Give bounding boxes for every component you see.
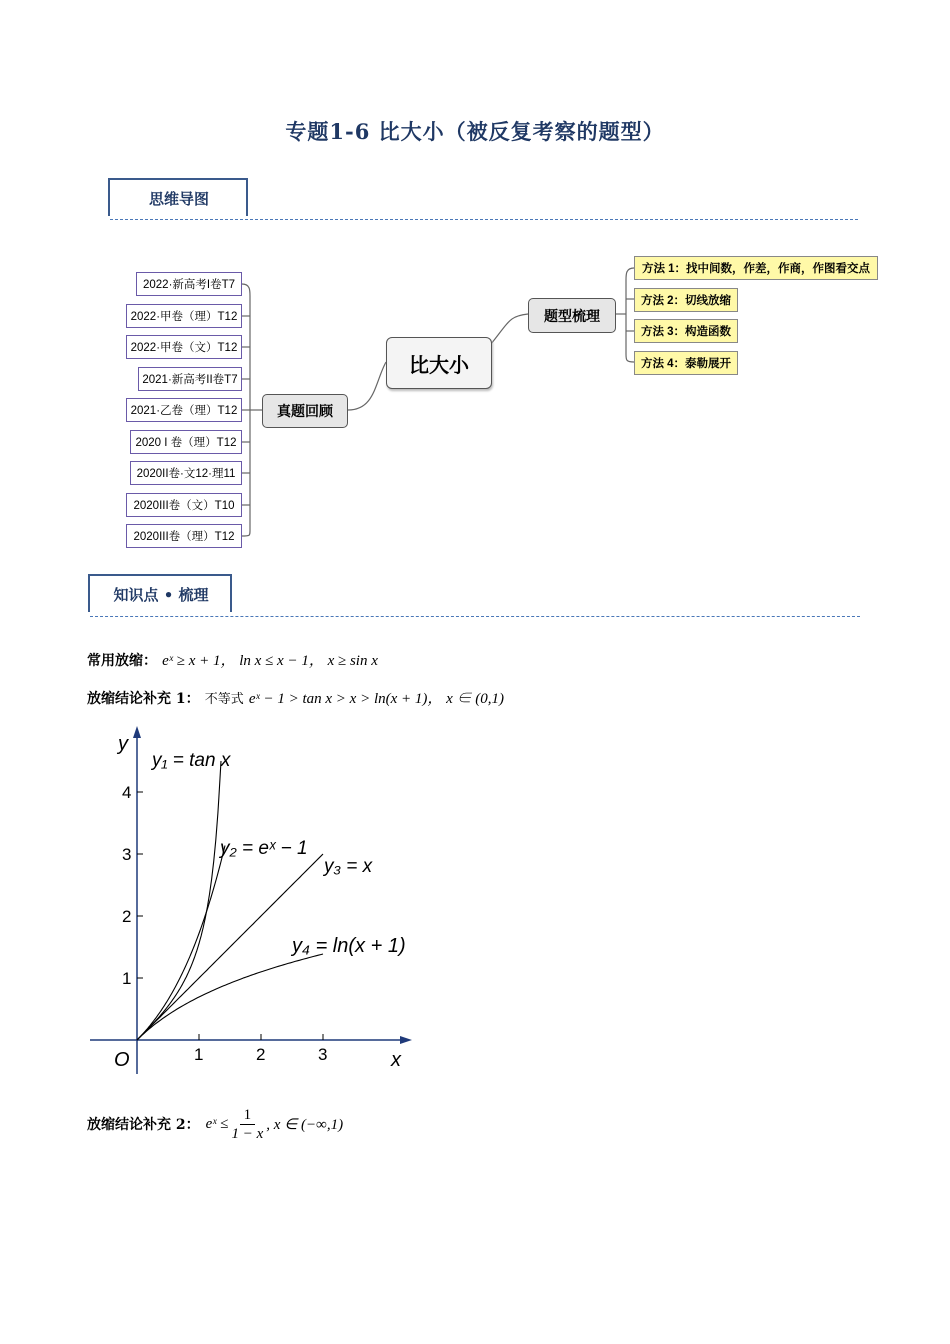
y-axis-label: y (118, 733, 128, 755)
mindmap-branch-left (262, 394, 348, 428)
knowledge-line-1 (87, 649, 378, 670)
x-axis-arrow (400, 1036, 412, 1044)
fraction-numerator: 1 (240, 1106, 256, 1125)
mindmap-left-item: 2021·新高考II卷T7 (138, 367, 242, 391)
mindmap-right-item: 方法 4：泰勒展开 (634, 351, 738, 375)
section-divider (90, 616, 860, 617)
section-header-knowledge-label: 知识点 • 梳理 (113, 585, 209, 604)
origin-label: O (114, 1049, 130, 1071)
fraction (232, 1106, 264, 1143)
y-tick-label: 1 (122, 969, 132, 988)
knowledge-line-2 (87, 687, 504, 708)
y-tick-label: 3 (122, 845, 132, 864)
mindmap-branch-right-label: 题型梳理 (544, 307, 600, 324)
curve-label-linear: y₃ = x (324, 856, 373, 877)
knowledge-line-2-formula: eˣ − 1 > tan x > x > ln(x + 1)， x ∈ (0,1) (248, 691, 505, 707)
mindmap-branch-right (528, 298, 616, 333)
mindmap-right-item: 方法 1：找中间数，作差，作商，作图看交点 (634, 256, 878, 280)
knowledge-line-3-left: eˣ ≤ (205, 1115, 229, 1132)
section-divider (110, 219, 858, 220)
inequality-graph (80, 722, 440, 1082)
section-header-mindmap-label: 思维导图 (148, 189, 209, 208)
mindmap-right-item: 方法 3：构造函数 (634, 319, 738, 343)
y-axis-arrow (133, 726, 141, 738)
curve-label-ln: y₄ = ln(x + 1) (292, 935, 406, 957)
mindmap-center-label: 比大小 (409, 354, 469, 377)
mindmap-left-item: 2020III卷（理）T12 (126, 524, 242, 548)
x-tick-label: 2 (256, 1045, 266, 1064)
x-tick-label: 3 (318, 1045, 328, 1064)
mindmap-center-node (386, 337, 492, 389)
mindmap-left-item: 2020 I 卷（理）T12 (130, 430, 242, 454)
x-axis-label: x (391, 1049, 401, 1071)
tab-edge (230, 574, 232, 612)
mindmap-left-item: 2022·甲卷（文）T12 (126, 335, 242, 359)
knowledge-line-2-prefix: 不等式 (204, 692, 244, 707)
section-header-mindmap (108, 178, 248, 216)
tab-edge (246, 178, 248, 216)
section-header-knowledge (88, 574, 232, 612)
fraction-denominator: 1 − x (231, 1125, 264, 1142)
mindmap-branch-left-label: 真题回顾 (277, 403, 333, 419)
curve-label-tan: y₁ = tan x (152, 750, 231, 771)
mindmap-right-item: 方法 2：切线放缩 (634, 288, 738, 312)
page-title: 专题1-6 比大小（被反复考察的题型） (285, 119, 665, 144)
mindmap-left-item: 2021·乙卷（理）T12 (126, 398, 242, 422)
mindmap-left-item: 2020II卷·文12·理11 (130, 461, 242, 485)
y-tick-label: 4 (122, 783, 132, 802)
curve-ln (137, 954, 323, 1040)
knowledge-line-1-label: 常用放缩： (87, 653, 157, 669)
y-tick-label: 2 (122, 907, 132, 926)
x-tick-label: 1 (194, 1045, 204, 1064)
mindmap-left-item: 2022·新高考I卷T7 (136, 272, 242, 296)
knowledge-line-3-label: 放缩结论补充 2： (87, 1117, 200, 1133)
knowledge-line-3-right: , x ∈ (−∞,1) (266, 1116, 344, 1133)
knowledge-line-1-formula: eˣ ≥ x + 1， ln x ≤ x − 1， x ≥ sin x (162, 653, 378, 669)
mindmap-left-item: 2020III卷（文）T10 (126, 493, 242, 517)
curve-label-exp: y₂ = eˣ − 1 (220, 838, 308, 859)
knowledge-line-3 (87, 1100, 343, 1148)
knowledge-line-2-label: 放缩结论补充 1： (87, 691, 200, 707)
mindmap-left-item: 2022·甲卷（理）T12 (126, 304, 242, 328)
